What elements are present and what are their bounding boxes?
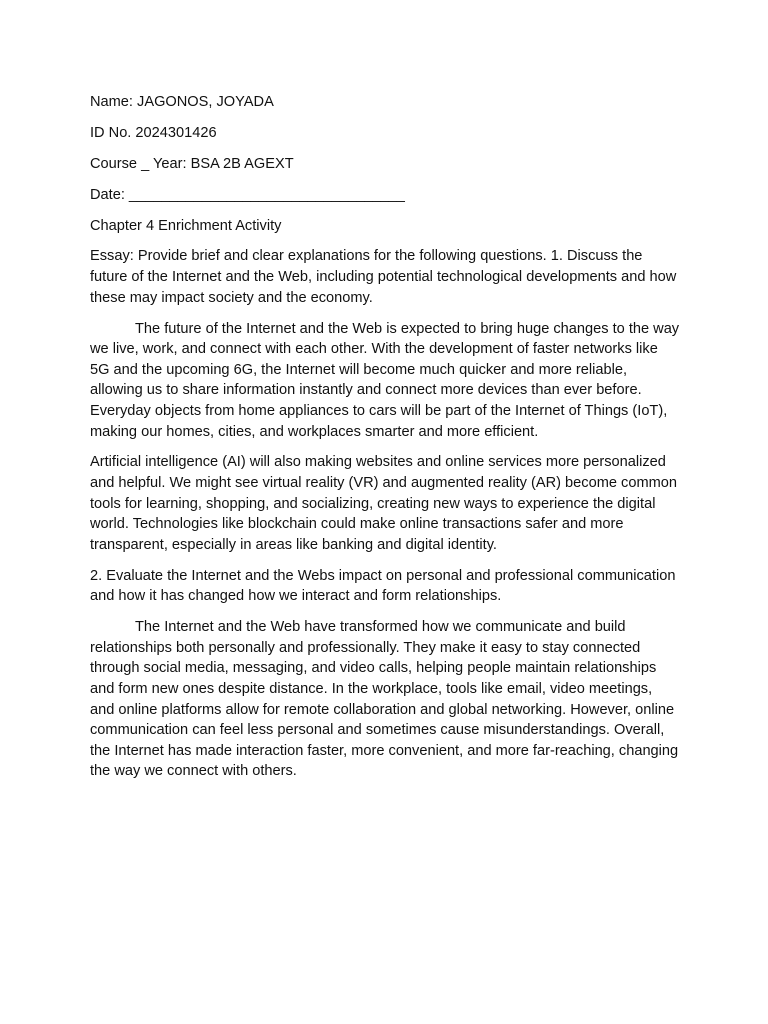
answer-1-paragraph-2: Artificial intelligence (AI) will also making websites and online services more personalized and helpful. We might see virtual reality (VR) and augmented reality (AR) become common tools for learning, shopping, and socializing, creating new ways to experience the digital world. Technologies like blockchain could make online transactions safer and more transparent, especially in areas like banking and digital identity. [90, 454, 677, 553]
course-year: Course _ Year: BSA 2B AGEXT [90, 155, 294, 172]
student-id: ID No. 2024301426 [90, 124, 217, 141]
activity-title: Chapter 4 Enrichment Activity [90, 217, 282, 234]
date-line: Date: __________________________________ [90, 186, 405, 203]
answer-1-paragraph-1: The future of the Internet and the Web is expected to bring huge changes to the way we live, work, and connect with each other. With the development of faster networks like 5G and the upcoming 6G, the Internet will become much quicker and more reliable, allowing us to share information instantly and connect more devices than ever before. Everyday objects from home appliances to cars will be part of the Internet of Things (IoT), making our homes, cities, and workplaces smarter and more efficient. [90, 320, 680, 440]
question-2: 2. Evaluate the Internet and the Webs impact on personal and professional communication and how it has changed how we interact and form relationships. [90, 567, 676, 605]
student-name: Name: JAGONOS, JOYADA [90, 94, 274, 110]
question-1: Essay: Provide brief and clear explanations for the following questions. 1. Discuss the future of the Internet and the Web, including potential technological developments and how these may impact society and the economy. [90, 248, 677, 306]
document-body [90, 92, 680, 792]
answer-2-paragraph: The Internet and the Web have transformed how we communicate and build relationships both personally and professionally. They make it easy to stay connected through social media, messaging, and video calls, helping people maintain relationships and form new ones despite distance. In the workplace, tools like email, video meetings, and online platforms allow for remote collaboration and global networking. However, online communication can feel less personal and sometimes cause misunderstandings. Overall, the Internet has made interaction faster, more convenient, and more far-reaching, changing the way we connect with others. [90, 619, 679, 780]
